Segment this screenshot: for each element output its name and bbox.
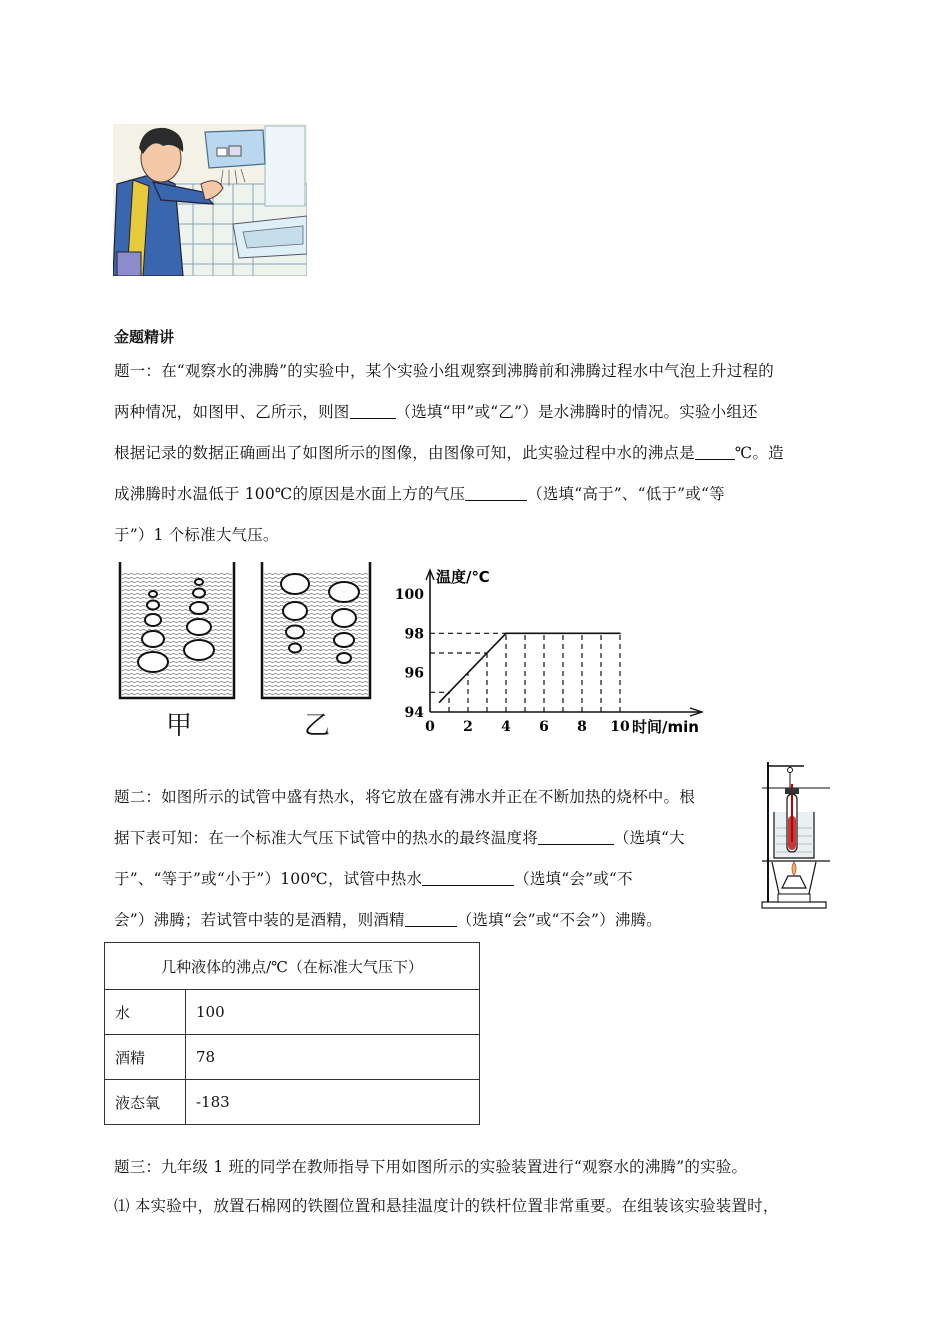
question-1 [114,351,838,556]
liquid-name: 液态氧 [105,1080,186,1125]
test-tube-apparatus [760,758,832,910]
beakers-figure [112,560,372,702]
q3-line-1: 题三：九年级 1 班的同学在教师指导下用如图所示的实验装置进行“观察水的沸腾”的实验。 [114,1158,748,1176]
q1-line-1: 题一：在“观察水的沸腾”的实验中，某个实验小组观察到沸腾前和沸腾过程水中气泡上升过程的 [114,362,774,380]
answer-blank[interactable] [538,829,614,846]
answer-blank[interactable] [422,870,514,887]
q2-text: 据下表可知：在一个标准大气压下试管中的热水的最终温度将 [114,829,538,847]
q3-line-2: ⑴ 本实验中，放置石棉网的铁圈位置和悬挂温度计的铁杆位置非常重要。在组装该实验装置时， [114,1197,779,1215]
boiling-point-table [104,942,480,1125]
section-heading: 金题精讲 [114,328,175,346]
q2-text: 于”、“等于”或“小于”）100℃，试管中热水 [114,870,423,888]
answer-blank[interactable] [350,403,396,420]
q1-line-3 [114,433,838,474]
table-row [105,990,480,1035]
q1-text: 成沸腾时水温低于 100℃的原因是水面上方的气压 [114,485,466,503]
q2-line-4 [114,900,754,941]
x-tick-label: 8 [577,719,587,735]
question-2 [114,777,754,941]
table-row [105,1035,480,1080]
label-jia: 甲 [166,711,193,741]
q2-text: （选填“会”或“不会”）沸腾。 [456,911,662,929]
q2-line-2 [114,818,754,859]
label-yi: 乙 [304,711,331,741]
q1-line-2 [114,392,838,433]
beaker-jia [120,562,234,698]
x-tick-label: 4 [501,719,511,735]
liquid-name: 水 [105,990,186,1035]
temperature-series-line [440,633,621,702]
q2-text: 会”）沸腾；若试管中装的是酒精，则酒精 [114,911,405,929]
q2-text: （选填“大 [613,829,685,847]
q1-text: ℃。造 [734,444,784,462]
y-tick-label: 100 [394,587,424,603]
beaker-yi [262,562,370,698]
x-tick-label: 0 [425,719,435,735]
y-tick-label: 98 [404,626,424,643]
q1-text: 根据记录的数据正确画出了如图所示的图像，由图像可知，此实验过程中水的沸点是 [114,444,695,462]
x-tick-label: 6 [539,719,549,735]
y-tick-label: 94 [404,705,424,721]
q1-line-5: 于”）1 个标准大气压。 [114,526,279,544]
y-tick-label: 96 [404,665,424,682]
q1-text: （选填“甲”或“乙”）是水沸腾时的情况。实验小组还 [395,403,758,421]
q1-line-4 [114,474,838,515]
temperature-time-chart [390,560,720,740]
q2-text: （选填“会”或“不 [514,870,633,888]
x-axis-title: 时间/min [632,718,699,736]
boiling-point-value: -183 [186,1080,480,1125]
q2-line-1: 题二：如图所示的试管中盛有热水，将它放在盛有沸水并正在不断加热的烧杯中。根 [114,788,695,806]
x-tick-label: 10 [610,719,630,735]
answer-blank[interactable] [405,911,457,928]
answer-blank[interactable] [465,485,527,502]
liquid-name: 酒精 [105,1035,186,1080]
temperature-data-point [619,633,621,635]
question-3 [114,1147,838,1224]
y-axis-title: 温度/℃ [436,568,490,586]
q2-line-3 [114,859,754,900]
table-header: 几种液体的沸点/℃（在标准大气压下） [105,943,480,990]
temperature-data-point [439,701,441,703]
x-tick-label: 2 [463,719,473,735]
hand-dryer-illustration [113,124,307,276]
q1-text: （选填“高于”、“低于”或“等 [527,485,725,503]
temperature-data-point [505,633,507,635]
boiling-point-value: 78 [186,1035,480,1080]
table-row [105,1080,480,1125]
answer-blank[interactable] [695,444,735,461]
q1-text: 两种情况，如图甲、乙所示，则图 [114,403,350,421]
table-header-row [105,943,480,990]
boiling-point-value: 100 [186,990,480,1035]
